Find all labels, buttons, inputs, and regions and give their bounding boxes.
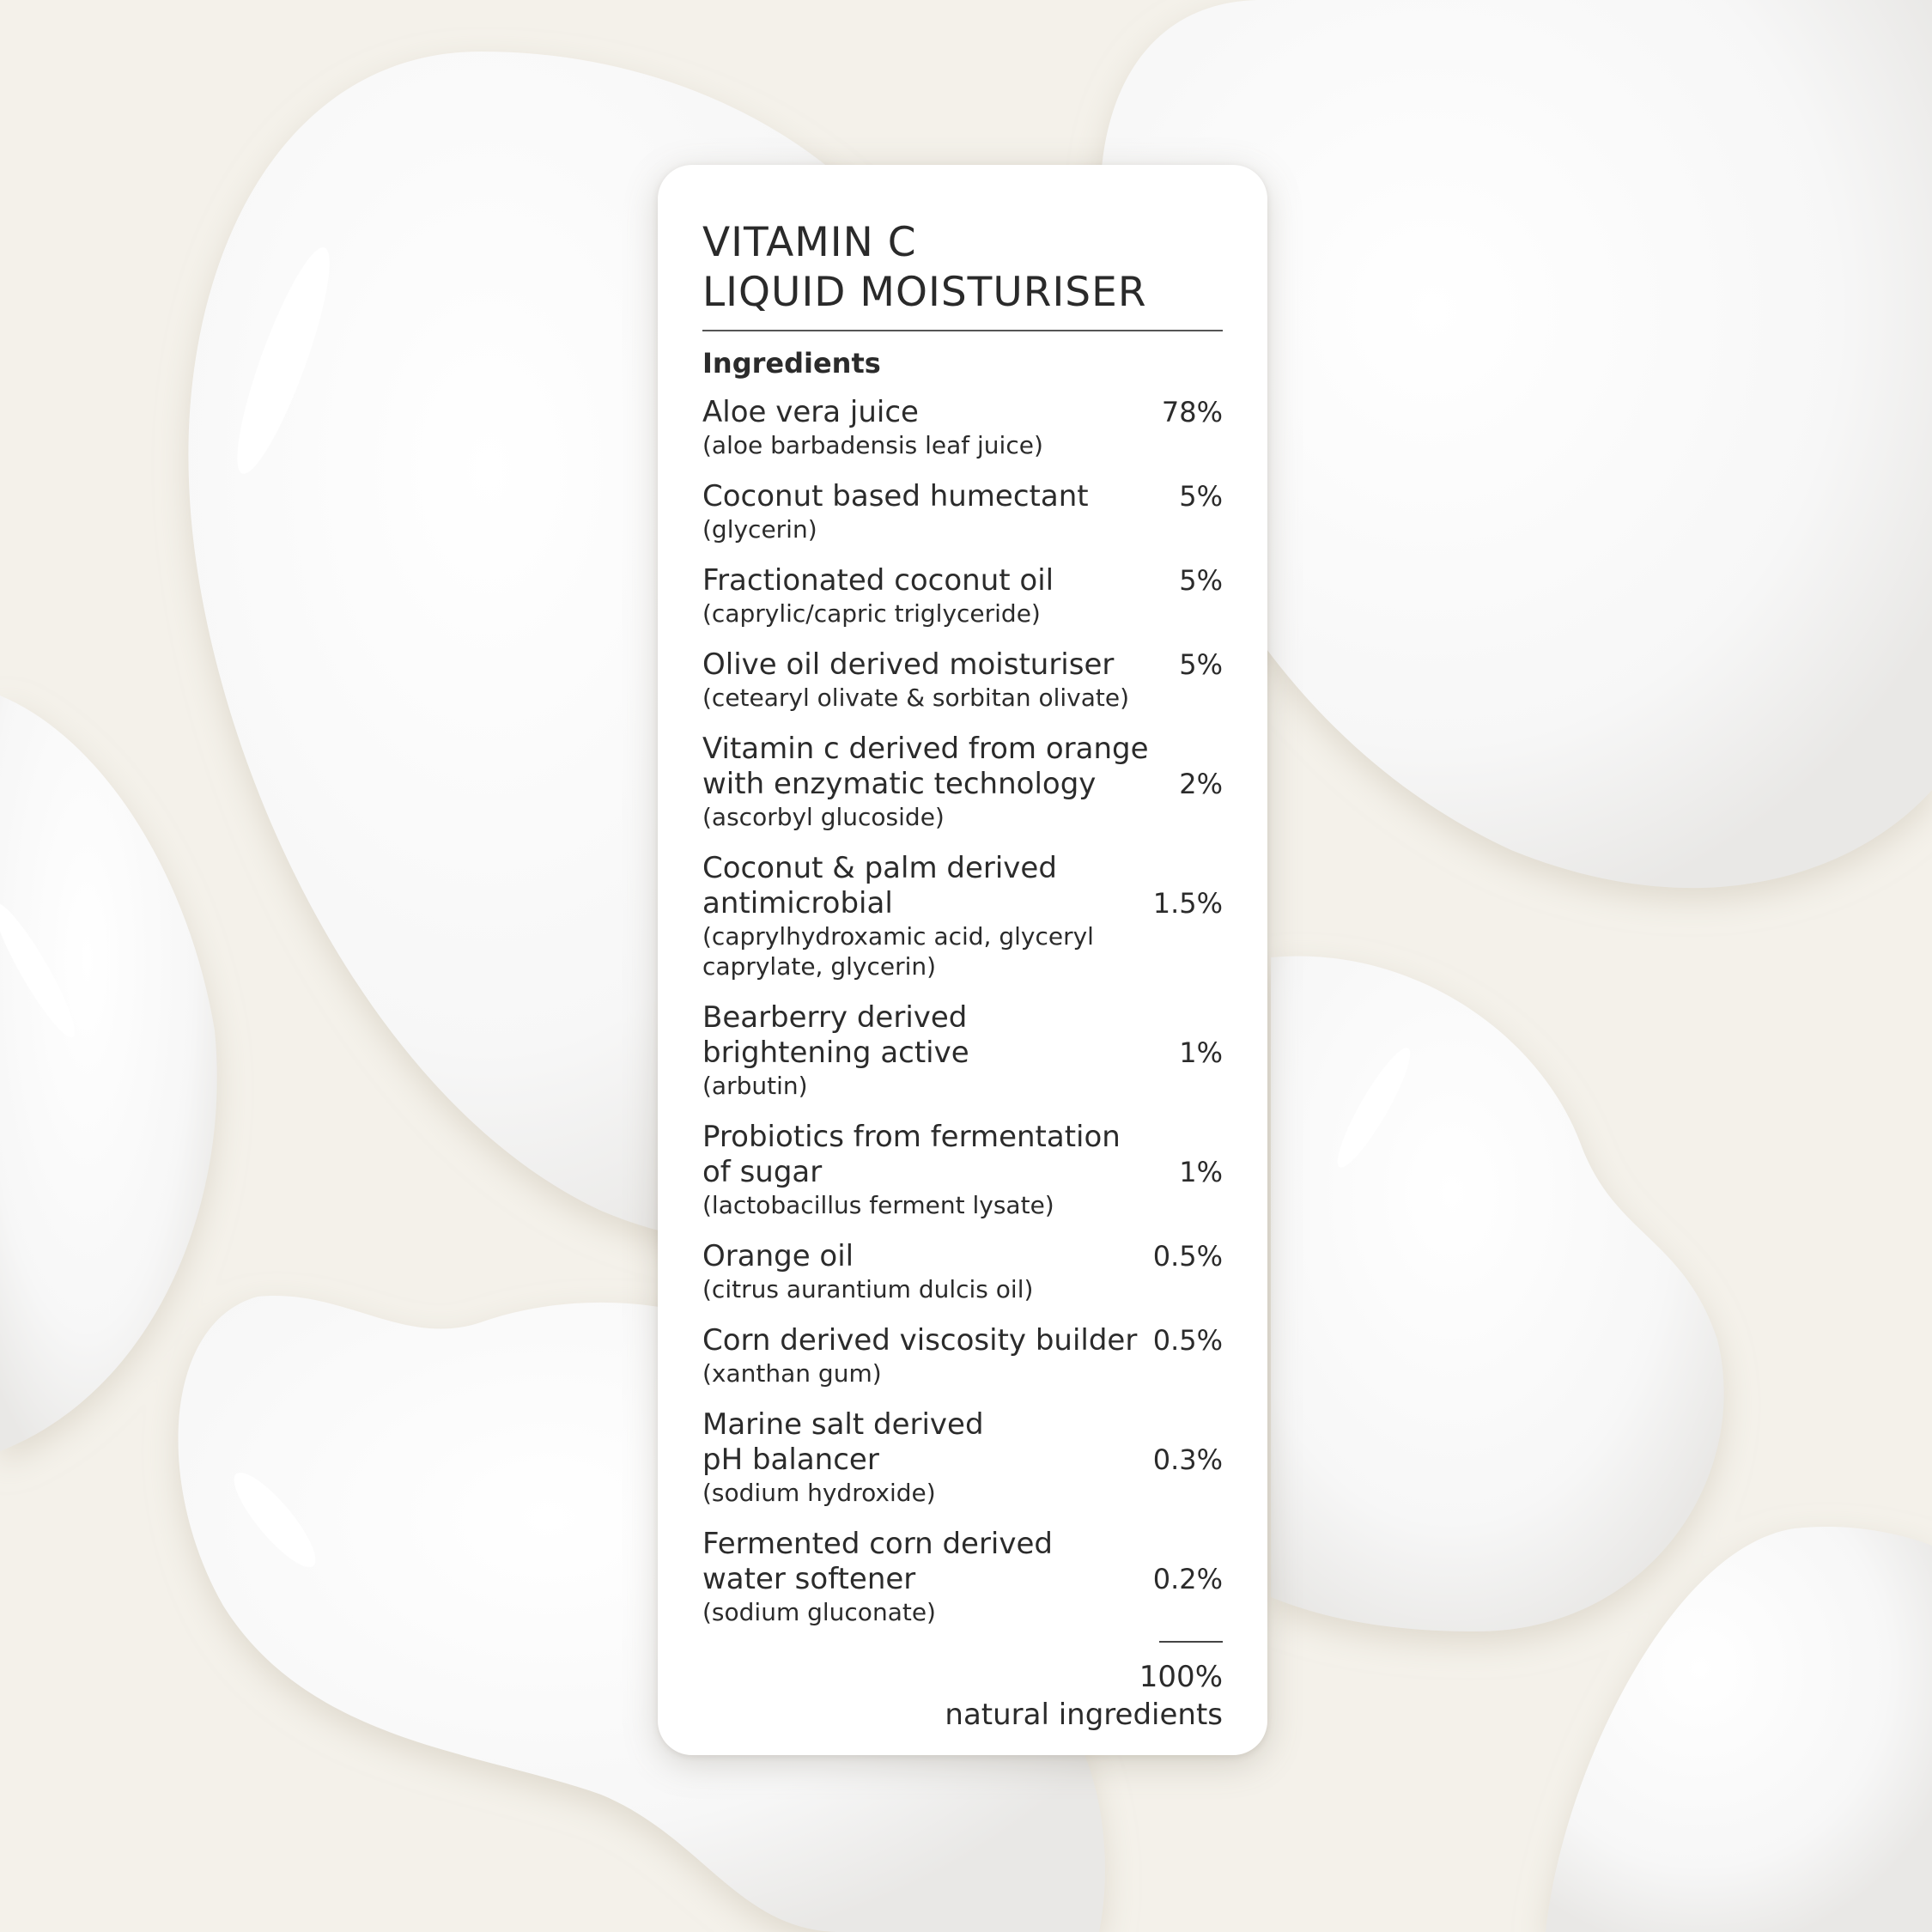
ingredient-percent: 2%: [1179, 768, 1223, 800]
ingredient-name: Bearberry derived brightening active: [702, 1000, 969, 1070]
ingredient-percent: 0.2%: [1152, 1563, 1223, 1595]
ingredient-percent: 5%: [1179, 564, 1223, 597]
ingredient-name: Coconut based humectant: [702, 479, 1089, 513]
ingredient-percent: 1.5%: [1152, 887, 1223, 920]
total-block: [702, 1641, 1223, 1734]
ingredient-inci: (caprylhydroxamic acid, glyceryl caprylate, glycerin): [702, 922, 1094, 981]
ingredient-percent: 5%: [1179, 648, 1223, 681]
ingredient-percent: 0.3%: [1152, 1443, 1223, 1476]
ingredient-percent: 0.5%: [1152, 1240, 1223, 1273]
product-title-line2: LIQUID MOISTURISER: [702, 269, 1147, 316]
ingredient-name: Coconut & palm derived antimicrobial: [702, 851, 1057, 920]
cream-blob-left: [0, 696, 217, 1451]
ingredient-row: [702, 563, 1223, 629]
ingredient-name: Fermented corn derived water softener: [702, 1527, 1053, 1596]
ingredient-inci: (xanthan gum): [702, 1359, 882, 1388]
ingredient-name: Fractionated coconut oil: [702, 563, 1054, 598]
ingredient-inci: (lactobacillus ferment lysate): [702, 1191, 1054, 1219]
ingredient-inci: (cetearyl olivate & sorbitan olivate): [702, 683, 1130, 712]
ingredient-inci: (aloe barbadensis leaf juice): [702, 431, 1043, 459]
ingredient-name: Marine salt derived pH balancer: [702, 1407, 984, 1477]
ingredients-heading: Ingredients: [702, 347, 881, 380]
ingredient-row: [702, 479, 1223, 544]
ingredient-percent: 1%: [1179, 1036, 1223, 1069]
ingredient-inci: (sodium gluconate): [702, 1598, 936, 1626]
ingredient-row: [702, 851, 1223, 981]
ingredient-percent: 78%: [1161, 396, 1223, 428]
ingredient-percent: 1%: [1179, 1156, 1223, 1188]
ingredient-row: [702, 1407, 1223, 1508]
product-title-line1: VITAMIN C: [702, 219, 917, 266]
ingredient-inci: (glycerin): [702, 515, 817, 544]
total-label: natural ingredients: [945, 1698, 1223, 1732]
ingredient-inci: (ascorbyl glucoside): [702, 803, 945, 831]
ingredient-row: [702, 1527, 1223, 1627]
ingredient-inci: (sodium hydroxide): [702, 1479, 936, 1507]
total-divider: [1159, 1641, 1223, 1643]
ingredient-name: Olive oil derived moisturiser: [702, 647, 1115, 682]
ingredient-row: [702, 395, 1223, 460]
title-divider: [702, 330, 1223, 331]
ingredient-row: [702, 1239, 1223, 1304]
ingredient-row: [702, 1323, 1223, 1388]
ingredient-inci: (arbutin): [702, 1072, 808, 1100]
total-percent: 100%: [1139, 1660, 1223, 1694]
ingredient-row: [702, 1120, 1223, 1220]
ingredient-row: [702, 732, 1223, 832]
ingredients-list: [702, 395, 1223, 1627]
ingredient-percent: 0.5%: [1152, 1324, 1223, 1357]
ingredient-row: [702, 647, 1223, 713]
ingredient-percent: 5%: [1179, 480, 1223, 513]
ingredient-name: Corn derived viscosity builder: [702, 1323, 1138, 1358]
ingredient-inci: (citrus aurantium dulcis oil): [702, 1275, 1034, 1303]
ingredient-row: [702, 1000, 1223, 1101]
product-title: [702, 218, 1223, 318]
ingredient-inci: (caprylic/capric triglyceride): [702, 599, 1041, 628]
ingredients-card: [658, 165, 1267, 1755]
ingredient-name: Aloe vera juice: [702, 395, 919, 429]
ingredient-name: Orange oil: [702, 1239, 854, 1273]
ingredient-name: Vitamin c derived from orange with enzymatic technology: [702, 732, 1149, 801]
cream-blob-bottom-right: [1271, 957, 1724, 1631]
ingredient-name: Probiotics from fermentation of sugar: [702, 1120, 1121, 1189]
